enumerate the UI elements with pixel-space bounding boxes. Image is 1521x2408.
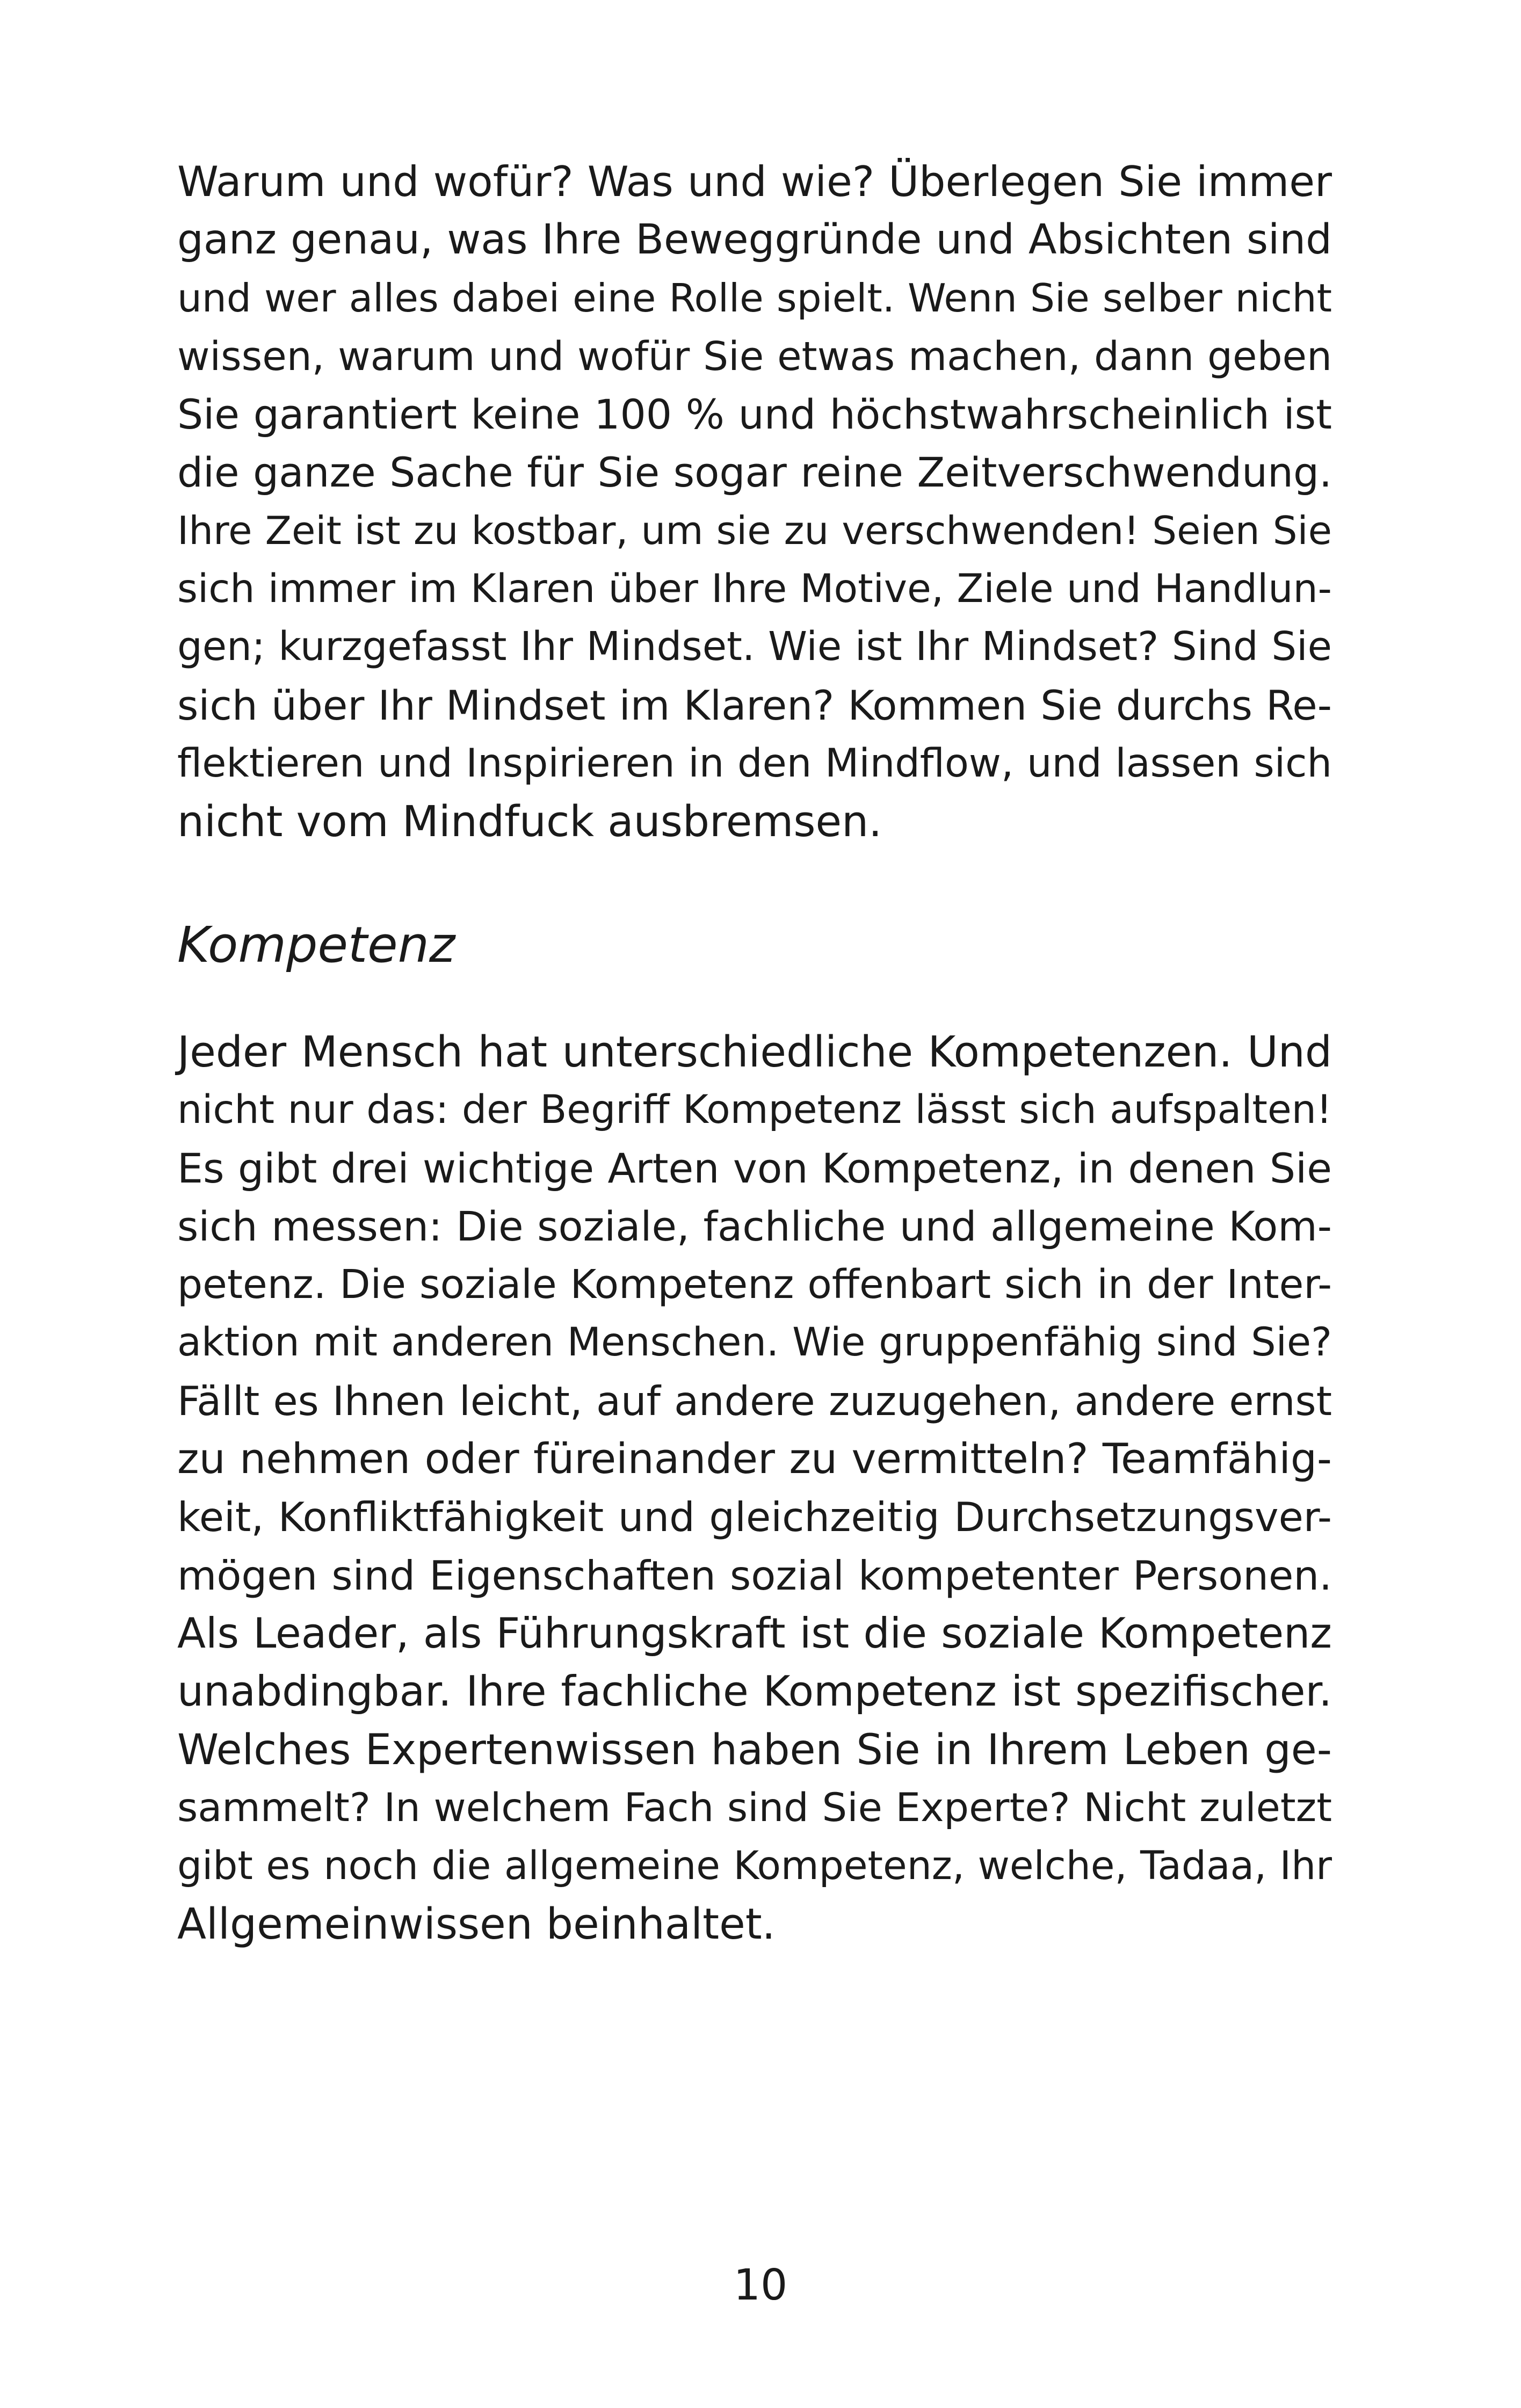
paragraph-line: Allgemeinwissen beinhaltet. bbox=[177, 1899, 776, 1949]
paragraph-line: wissen, warum und wofür Sie etwas machen, dann geben bbox=[177, 333, 1332, 380]
paragraph-line: und wer alles dabei eine Rolle spielt. Wenn Sie selber nicht bbox=[177, 275, 1332, 321]
paragraph-line: Als Leader, als Führungskraft ist die soziale Kompetenz bbox=[177, 1609, 1332, 1658]
paragraph-line: nicht vom Mindfuck ausbremsen. bbox=[177, 797, 882, 847]
paragraph-line: Ihre Zeit ist zu kostbar, um sie zu verschwenden! Seien Sie bbox=[177, 508, 1332, 554]
paragraph-line: unabdingbar. Ihre fachliche Kompetenz ist spezifischer. bbox=[177, 1667, 1332, 1716]
paragraph-line: sich immer im Klaren über Ihre Motive, Ziele und Handlun- bbox=[177, 566, 1332, 612]
paragraph-line: ganz genau, was Ihre Beweggründe und Absichten sind bbox=[177, 216, 1332, 264]
paragraph-line: Jeder Mensch hat unterschiedliche Kompetenzen. Und bbox=[177, 1027, 1332, 1077]
paragraph-line: sich über Ihr Mindset im Klaren? Kommen Sie durchs Re- bbox=[177, 681, 1332, 729]
paragraph-kompetenz bbox=[177, 1023, 1332, 1954]
paragraph-line: zu nehmen oder füreinander zu vermitteln? Teamfähig- bbox=[177, 1435, 1332, 1484]
paragraph-line: Welches Expertenwissen haben Sie in Ihrem Leben ge- bbox=[177, 1725, 1332, 1774]
paragraph-line: flektieren und Inspirieren in den Mindflow, und lassen sich bbox=[177, 740, 1332, 786]
paragraph-mindset bbox=[177, 153, 1332, 851]
paragraph-line: gibt es noch die allgemeine Kompetenz, welche, Tadaa, Ihr bbox=[177, 1844, 1332, 1889]
paragraph-line: die ganze Sache für Sie sogar reine Zeitverschwendung. bbox=[177, 449, 1332, 497]
section-heading: Kompetenz bbox=[177, 916, 455, 974]
paragraph-line: Es gibt drei wichtige Arten von Kompetenz, in denen Sie bbox=[177, 1144, 1332, 1192]
paragraph-line: sich messen: Die soziale, fachliche und allgemeine Kom- bbox=[177, 1202, 1332, 1250]
paragraph-line: sammelt? In welchem Fach sind Sie Experte? Nicht zuletzt bbox=[177, 1785, 1332, 1831]
paragraph-line: petenz. Die soziale Kompetenz offenbart sich in der Inter- bbox=[177, 1261, 1332, 1308]
paragraph-line: nicht nur das: der Begriff Kompetenz lässt sich aufspalten! bbox=[177, 1087, 1332, 1133]
page-number: 10 bbox=[733, 2260, 788, 2310]
paragraph-line: keit, Konfliktfähigkeit und gleichzeitig Durchsetzungsver- bbox=[177, 1493, 1332, 1541]
paragraph-line: Fällt es Ihnen leicht, auf andere zuzugehen, andere ernst bbox=[177, 1377, 1332, 1425]
paragraph-line: gen; kurzgefasst Ihr Mindset. Wie ist Ihr Mindset? Sind Sie bbox=[177, 624, 1332, 670]
paragraph-line: aktion mit anderen Menschen. Wie gruppenfähig sind Sie? bbox=[177, 1319, 1332, 1366]
paragraph-line: Sie garantiert keine 100 % und höchstwahrscheinlich ist bbox=[177, 391, 1332, 439]
paragraph-line: mögen sind Eigenschaften sozial kompetenter Personen. bbox=[177, 1551, 1332, 1599]
paragraph-line: Warum und wofür? Was und wie? Überlegen Sie immer bbox=[177, 158, 1332, 206]
